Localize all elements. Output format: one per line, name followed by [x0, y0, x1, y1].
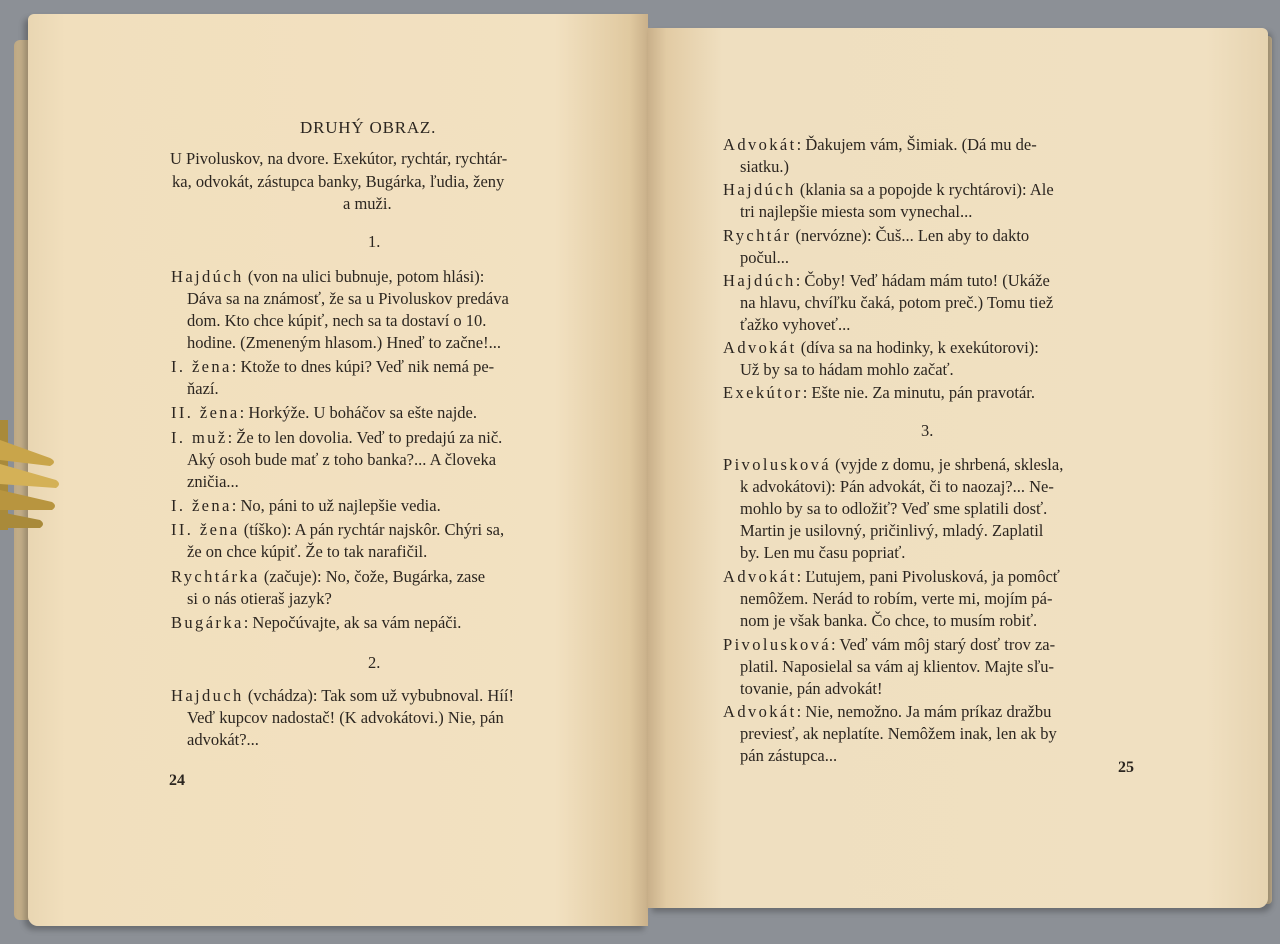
dialogue-line: tri najlepšie miesta som vynechal... — [740, 202, 973, 221]
dialogue-line: II. žena (tíško): A pán rychtár najskôr. Chýri sa, — [171, 520, 505, 539]
dialogue-line: pán zástupca... — [740, 746, 838, 765]
scene-number: 2. — [368, 653, 381, 672]
dialogue-line: Hajduch (vchádza): Tak som už vybubnoval. Híí! — [171, 686, 514, 705]
speaker-name: Hajdúch — [723, 180, 796, 199]
intro-line: a muži. — [343, 194, 392, 213]
dialogue-line: Pivolusková (vyjde z domu, je shrbená, sklesla, — [723, 455, 1064, 474]
speaker-name: Advokát — [723, 567, 797, 586]
dialogue-line: Hajdúch (klania sa a popojde k rychtárovi): Ale — [723, 180, 1054, 199]
dialogue-line: Rychtár (nervózne): Čuš... Len aby to dakto — [723, 226, 1030, 245]
speaker-name: Hajduch — [171, 686, 244, 705]
dialogue-line: Advokát: Nie, nemožno. Ja mám príkaz dražbu — [723, 702, 1052, 721]
dialogue-line: že on chce kúpiť. Že to tak narafičil. — [187, 542, 428, 561]
dialogue-line: hodine. (Zmeneným hlasom.) Hneď to začne!... — [187, 333, 501, 352]
scene-number: 1. — [368, 232, 381, 251]
dialogue-line: I. žena: Ktože to dnes kúpi? Veď nik nemá pe- — [171, 357, 495, 376]
dialogue-line: na hlavu, chvíľku čaká, potom preč.) Tomu tiež — [740, 293, 1054, 312]
dialogue-line: Advokát (díva sa na hodinky, k exekútorovi): — [723, 338, 1039, 357]
dialogue-line: I. žena: No, páni to už najlepšie vedia. — [171, 496, 441, 515]
dialogue-line: nom je však banka. Čo chce, to musím robiť. — [740, 611, 1038, 630]
speaker-name: Bugárka — [171, 613, 244, 632]
page-number: 24 — [169, 772, 185, 789]
speaker-name: Exekútor — [723, 383, 803, 402]
dialogue-line: Advokát: Ľutujem, pani Pivolusková, ja pomôcť — [723, 567, 1060, 586]
dialogue-line: Pivolusková: Veď vám môj starý dosť trov za- — [723, 635, 1056, 654]
speaker-name: Advokát — [723, 702, 797, 721]
dialogue-line: ťažko vyhoveť... — [740, 315, 851, 334]
speaker-name: Pivolusková — [723, 455, 831, 474]
dialogue-line: tovanie, pán advokát! — [740, 679, 883, 698]
dialogue-line: Hajdúch: Čoby! Veď hádam mám tuto! (Ukáže — [723, 271, 1050, 290]
dialogue-line: platil. Naposielal sa vám aj klientov. Majte sľu- — [740, 657, 1055, 676]
dialogue-line: Dáva sa na známosť, že sa u Pivoluskov predáva — [187, 289, 509, 308]
dialogue-line: Rychtárka (začuje): No, čože, Bugárka, zase — [171, 567, 486, 586]
dialogue-line: Hajdúch (von na ulici bubnuje, potom hlási): — [171, 267, 485, 286]
dialogue-line: k advokátovi): Pán advokát, či to naozaj?... Ne- — [740, 477, 1054, 496]
speaker-name: Pivolusková — [723, 635, 831, 654]
speaker-name: I. žena — [171, 496, 232, 515]
dialogue-line: Exekútor: Ešte nie. Za minutu, pán pravotár. — [723, 383, 1036, 402]
speaker-name: Hajdúch — [723, 271, 796, 290]
dialogue-line: I. muž: Že to len dovolia. Veď to predajú za nič. — [171, 428, 503, 447]
intro-line: U Pivoluskov, na dvore. Exekútor, rychtár, rychtár- — [170, 149, 508, 168]
dialogue-line: mohlo by sa to odložiť? Veď sme splatili dosť. — [740, 499, 1048, 518]
dialogue-line: previesť, ak neplatíte. Nemôžem inak, len ak by — [740, 724, 1057, 743]
dialogue-line: počul... — [740, 248, 790, 267]
dialogue-line: ňazí. — [187, 379, 219, 398]
scene-number: 3. — [921, 421, 934, 440]
dialogue-line: zničia... — [187, 472, 239, 491]
binder-clip-icon — [0, 420, 60, 530]
speaker-name: Advokát — [723, 338, 797, 357]
dialogue-line: si o nás otieraš jazyk? — [187, 589, 332, 608]
speaker-name: Hajdúch — [171, 267, 244, 286]
dialogue-line: nemôžem. Nerád to robím, verte mi, mojím pá- — [740, 589, 1053, 608]
speaker-name: I. muž — [171, 428, 228, 447]
dialogue-line: siatku.) — [740, 157, 790, 176]
speaker-name: Rychtár — [723, 226, 792, 245]
dialogue-line: Bugárka: Nepočúvajte, ak sa vám nepáči. — [171, 613, 462, 632]
page-number: 25 — [1118, 759, 1134, 776]
dialogue-line: II. žena: Horkýže. U boháčov sa ešte najde. — [171, 403, 478, 422]
intro-line: ka, odvokát, zástupca banky, Bugárka, ľudia, ženy — [172, 172, 505, 191]
dialogue-line: Už by sa to hádam mohlo začať. — [740, 360, 954, 379]
dialogue-line: Veď kupcov nadostač! (K advokátovi.) Nie, pán — [187, 708, 504, 727]
speaker-name: Rychtárka — [171, 567, 260, 586]
dialogue-line: Advokát: Ďakujem vám, Šimiak. (Dá mu de- — [723, 135, 1037, 154]
speaker-name: II. žena — [171, 520, 240, 539]
dialogue-line: advokát?... — [187, 730, 259, 749]
dialogue-line: Martin je usilovný, pričinlivý, mladý. Zaplatil — [740, 521, 1044, 540]
scene-heading: DRUHÝ OBRAZ. — [300, 118, 437, 137]
speaker-name: Advokát — [723, 135, 797, 154]
speaker-name: I. žena — [171, 357, 232, 376]
speaker-name: II. žena — [171, 403, 240, 422]
dialogue-line: by. Len mu času popriať. — [740, 543, 906, 562]
dialogue-line: Aký osoh bude mať z toho banka?... A človeka — [187, 450, 497, 469]
dialogue-line: dom. Kto chce kúpiť, nech sa ta dostaví o 10. — [187, 311, 487, 330]
